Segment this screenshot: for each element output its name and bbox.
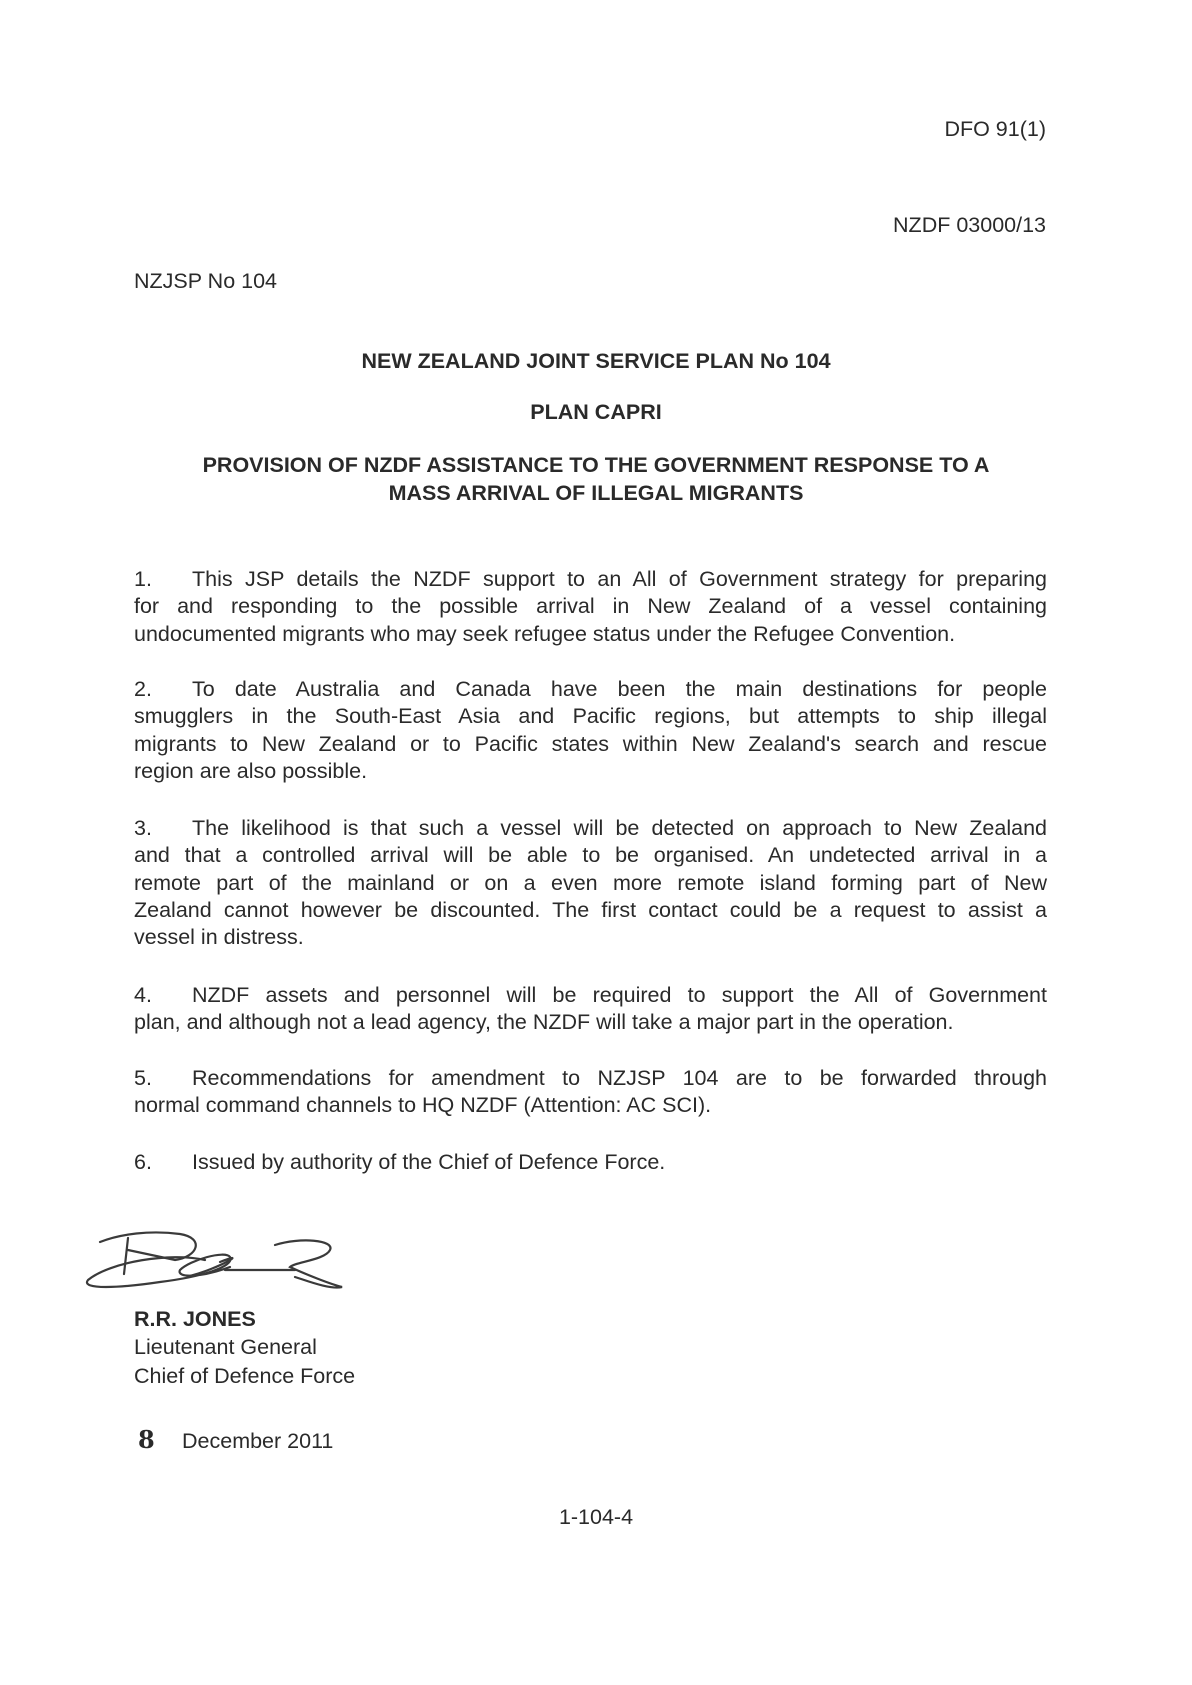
paragraph-line [134, 815, 1047, 842]
paragraph-line: plan, and although not a lead agency, the NZDF will take a major part in the operation. [134, 1010, 954, 1035]
date-month-year: December 2011 [182, 1429, 334, 1453]
paragraph-2 [134, 676, 1047, 785]
paragraph-line: undocumented migrants who may seek refugee status under the Refugee Convention. [134, 621, 956, 646]
paragraph-text: This JSP details the NZDF support to an All of Government strategy for preparing [192, 567, 1047, 591]
signatory-position: Chief of Defence Force [134, 1364, 356, 1388]
paragraph-text: Recommendations for amendment to NZJSP 104 are to be forwarded through [192, 1066, 1047, 1090]
paragraph-number: 1. [134, 567, 152, 591]
paragraph-number: 6. [134, 1150, 152, 1174]
signatory-rank: Lieutenant General [134, 1335, 317, 1359]
paragraph-4 [134, 982, 1047, 1037]
signatory-name: R.R. JONES [134, 1307, 256, 1331]
paragraph-text: Issued by authority of the Chief of Defence Force. [192, 1150, 666, 1174]
paragraph-line: migrants to New Zealand or to Pacific states within New Zealand's search and rescue [134, 731, 1047, 756]
paragraph-number: 5. [134, 1066, 152, 1090]
paragraph-line: vessel in distress. [134, 925, 304, 950]
date-day-handwritten: 8 [138, 1425, 155, 1454]
paragraph-line [134, 982, 1047, 1009]
paragraph-text: To date Australia and Canada have been the main destinations for people [192, 677, 1047, 701]
plan-name: PLAN CAPRI [530, 400, 662, 424]
subject-line-1: PROVISION OF NZDF ASSISTANCE TO THE GOVERNMENT RESPONSE TO A [202, 453, 990, 477]
paragraph-line [134, 1149, 1047, 1176]
paragraph-number: 3. [134, 816, 152, 840]
date [138, 1425, 334, 1454]
paragraph-text: NZDF assets and personnel will be required to support the All of Government [192, 983, 1047, 1007]
subject-line-2: MASS ARRIVAL OF ILLEGAL MIGRANTS [388, 481, 804, 505]
paragraph-line: and that a controlled arrival will be able to be organised. An undetected arrival in a [134, 843, 1047, 868]
page-number: 1-104-4 [558, 1505, 634, 1529]
paragraph-6 [134, 1149, 1047, 1176]
paragraph-line: region are also possible. [134, 758, 368, 783]
reference-dfo: DFO 91(1) [944, 117, 1046, 141]
reference-nzdf: NZDF 03000/13 [893, 213, 1046, 237]
paragraph-number: 4. [134, 983, 152, 1007]
paragraph-3 [134, 815, 1047, 951]
paragraph-line: remote part of the mainland or on a even more remote island forming part of New [134, 870, 1047, 895]
paragraph-line [134, 566, 1047, 593]
paragraph-line: Zealand cannot however be discounted. The first contact could be a request to assist a [134, 897, 1047, 922]
paragraph-line: for and responding to the possible arrival in New Zealand of a vessel containing [134, 594, 1047, 619]
document-title: NEW ZEALAND JOINT SERVICE PLAN No 104 [361, 349, 831, 373]
paragraph-line [134, 676, 1047, 703]
paragraph-5 [134, 1065, 1047, 1120]
signature-image [80, 1222, 360, 1297]
paragraph-line: normal command channels to HQ NZDF (Attention: AC SCI). [134, 1093, 712, 1118]
paragraph-number: 2. [134, 677, 152, 701]
paragraph-text: The likelihood is that such a vessel will be detected on approach to New Zealand [192, 816, 1047, 840]
document-id: NZJSP No 104 [134, 269, 278, 293]
paragraph-1 [134, 566, 1047, 648]
paragraph-line: smugglers in the South-East Asia and Pacific regions, but attempts to ship illegal [134, 704, 1047, 729]
paragraph-line [134, 1065, 1047, 1092]
